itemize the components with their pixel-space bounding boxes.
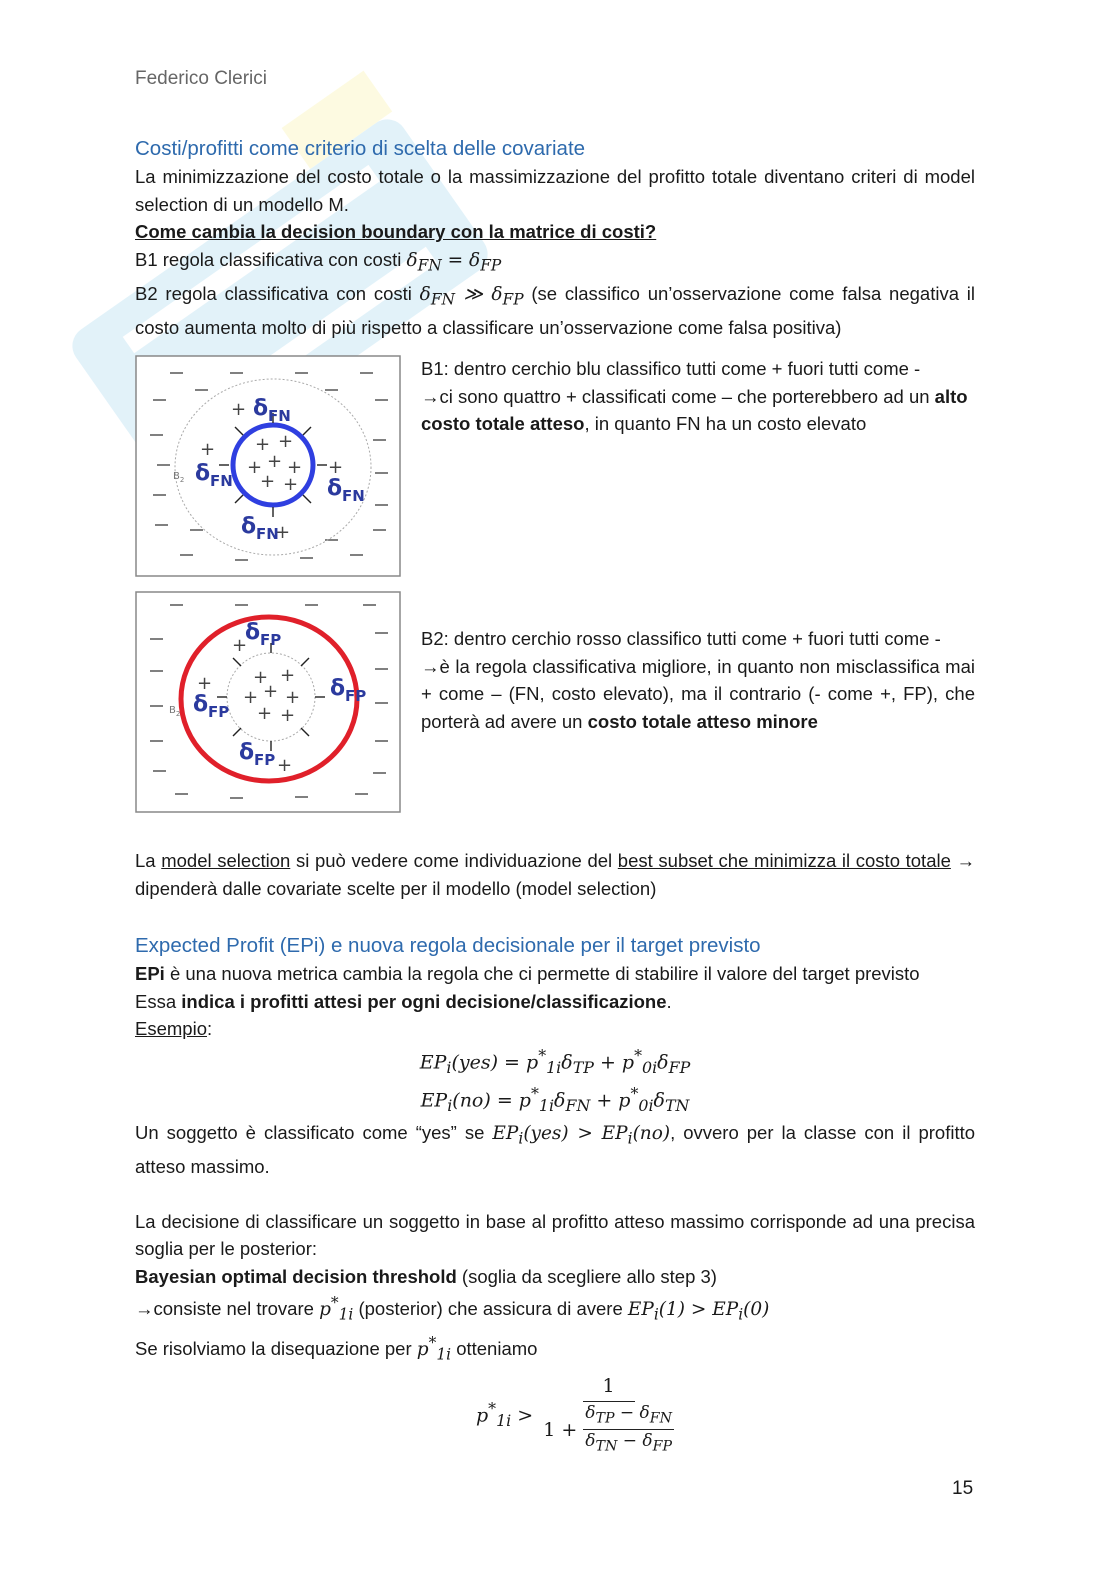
svg-text:+: + [260, 471, 276, 493]
p4-rest: (soglia da scegliere allo step 3) [461, 1265, 717, 1287]
final-inequality [175, 1373, 975, 1458]
page-number: 15 [952, 1478, 974, 1499]
rule-a: Un soggetto è classificato come “yes” se [135, 1122, 485, 1144]
figure-row-b2 [135, 591, 975, 813]
svg-text:+: + [197, 673, 213, 695]
svg-text:+: + [267, 451, 283, 473]
fig2-fp-right: FP [345, 687, 367, 706]
rule-math: $EP_i(yes) > EP_i(no)$ [492, 1123, 671, 1148]
svg-text:+: + [232, 635, 248, 657]
final-numerator: 1 [583, 1373, 635, 1402]
inner-fraction [583, 1402, 674, 1458]
b1-caption-a: ci sono quattro + classificati come – che porterebbero ad un [439, 385, 930, 407]
rule-b: , ovvero per la classe con il profitto atteso massimo. [135, 1122, 976, 1178]
svg-text:+: + [285, 687, 301, 709]
figure-b2 [135, 591, 401, 813]
fig1-b-label: $B_2$ [173, 471, 185, 485]
figure-b1-caption [421, 355, 975, 438]
p2-bold: indica i profitti attesi per ogni decisione/classificazione [181, 990, 667, 1012]
fig1-delta-right: δ [327, 476, 343, 502]
p4-bold: Bayesian optimal decision threshold [135, 1265, 457, 1287]
svg-text:+: + [257, 703, 273, 725]
b1-caption-line1: B1: dentro cerchio blu classifico tutti come + fuori tutti come - [421, 358, 921, 380]
ms-a: La [135, 850, 156, 872]
b2-suffix: (se classifico un’osservazione come falsa negativa il costo aumenta molto di più rispetto a classificare un’osservazione come falsa positiva) [135, 282, 975, 338]
example-label: Esempio: [135, 1018, 213, 1040]
p2-a: Essa [135, 990, 177, 1012]
fig2-delta-top: δ [245, 620, 261, 646]
figure-b1 [135, 355, 401, 577]
formula-ep-yes: $EP_i(yes) = p^*_{1i}\delta_{TP} + p^*_{0i}\delta_{FP}$ [419, 1045, 691, 1077]
fig2-fp-bottom: FP [254, 751, 276, 770]
svg-text:+: + [287, 457, 303, 479]
svg-text:+: + [328, 457, 344, 479]
ms-underline-2: best subset che minimizza il costo totale [617, 850, 951, 872]
epi-definition [135, 960, 975, 988]
solve-paragraph [135, 1330, 975, 1369]
svg-text:+: + [278, 431, 294, 453]
section-title-expected-profit: Expected Profit (EPi) e nuova regola decisionale per il target previsto [135, 934, 761, 958]
figure-b2-caption [421, 625, 975, 735]
threshold-paragraph: La decisione di classificare un soggetto in base al profitto atteso massimo corrisponde ad una precisa soglia per le posterior: [135, 1210, 975, 1260]
ms-c: dipenderà dalle covariate scelte per il modello (model selection) [135, 877, 657, 899]
svg-text:+: + [263, 681, 279, 703]
svg-text:+: + [277, 755, 293, 777]
svg-text:+: + [275, 522, 291, 544]
p5-b: (posterior) che assicura di avere [358, 1298, 623, 1320]
model-selection-paragraph: La model selection si può vedere come individuazione del best subset che minimizza il costo totale → dipenderà dalle covariate scelte per il modello (model selection) [135, 850, 976, 899]
epi-indicates [135, 988, 975, 1016]
p5-a: consiste nel trovare [153, 1298, 314, 1320]
b2-math: $\delta_{FN}$ ≫ $\delta_{FP}$ [419, 283, 524, 309]
svg-text:+: + [253, 667, 269, 689]
b2-caption-line2: →è la regola classificativa migliore, in quanto non misclassifica mai + come – (FN, costo elevato), ma il contrario (- come +, FP), che porterà ad avere un costo totale atteso minore [421, 655, 975, 732]
fig2-fp-left: FP [208, 703, 230, 722]
question-heading [135, 218, 975, 246]
b1-prefix: B1 regola classificativa con costi [135, 248, 402, 270]
fig1-fn-right: FN [342, 487, 365, 506]
formula-ep-no: $EP_i(no) = p^*_{1i}\delta_{FN} + p^*_{0i}\delta_{TN}$ [420, 1084, 690, 1116]
b2-rule [135, 280, 975, 342]
inner-numerator: $\delta_{TP} - \delta_{FN}$ [583, 1402, 674, 1430]
section-title-costs: Costi/profitti come criterio di scelta delle covariate [135, 137, 586, 160]
fig2-delta-left: δ [193, 692, 209, 718]
p6-a: Se risolviamo la disequazione per [135, 1337, 412, 1359]
diagram-red-circle [135, 591, 401, 813]
svg-text:+: + [280, 705, 296, 727]
b1-rule [135, 246, 975, 280]
ms-b: si può vedere come individuazione del [295, 850, 613, 872]
p5-math2: $EP_i(1) > EP_i(0)$ [627, 1299, 770, 1325]
fig2-delta-right: δ [330, 676, 346, 702]
epi-rest: è una nuova metrica cambia la regola che ci permette di stabilire il valore del target previsto [169, 963, 920, 985]
author-header: Federico Clerici [135, 68, 267, 89]
intro-paragraph: La minimizzazione del costo totale o la massimizzazione del profitto totale diventano criteri di model selection di un modello M. [135, 166, 975, 215]
consists-paragraph: →consiste nel trovare $p^*_{1i}$ (posterior) che assicura di avere $EP_i(1) > EP_i(0)$ [135, 1294, 770, 1325]
epi-bold: EPi [135, 963, 165, 985]
p6-b: otteniamo [456, 1337, 538, 1359]
b2-caption-bold: costo totale atteso minore [587, 710, 818, 732]
fig1-delta-left: δ [195, 461, 211, 487]
fig1-fn-left: FN [210, 472, 233, 491]
example-text: Esempio [135, 1018, 207, 1040]
b2-caption-line1: B2: dentro cerchio rosso classifico tutti come + fuori tutti come - [421, 628, 941, 650]
b1-caption-line2: →ci sono quattro + classificati come – che porterebbero ad un alto costo totale atteso, in quanto FN ha un costo elevato [421, 385, 968, 435]
p5-math: $p^*_{1i}$ [319, 1294, 354, 1325]
svg-text:+: + [243, 687, 259, 709]
b1-caption-bold: alto costo totale atteso [421, 385, 968, 435]
ms-underline-1: model selection [161, 850, 291, 872]
fig1-delta-top: δ [253, 396, 269, 422]
fig1-fn-bottom: FN [256, 525, 279, 544]
main-content [135, 135, 975, 1458]
final-lhs: $p^*_{1i}$ > [476, 1399, 534, 1431]
inner-denominator: $\delta_{TN} - \delta_{FP}$ [585, 1431, 672, 1455]
p6-math: $p^*_{1i}$ [416, 1333, 452, 1364]
svg-text:+: + [283, 474, 299, 496]
svg-text:+: + [255, 434, 271, 456]
b1-caption-b: , in quanto FN ha un costo elevato [584, 413, 867, 435]
svg-text:+: + [200, 439, 216, 461]
fig1-delta-bottom: δ [241, 514, 257, 540]
fig2-b-label: $B_2$ [169, 705, 181, 719]
svg-text:+: + [231, 399, 247, 421]
final-den-one: 1 + [543, 1418, 578, 1441]
fig1-fn-top: FN [268, 407, 291, 426]
p2-b: . [666, 990, 672, 1012]
classification-rule [135, 1119, 975, 1181]
fig2-delta-bottom: δ [239, 740, 255, 766]
diagram-blue-circle [135, 355, 401, 577]
question-text: Come cambia la decision boundary con la matrice di costi? [135, 221, 657, 242]
figure-row-b1 [135, 355, 975, 577]
fig2-fp-top: FP [260, 631, 282, 650]
final-fraction [543, 1373, 674, 1458]
bayesian-threshold [135, 1263, 975, 1291]
b2-caption-a: è la regola classificativa migliore, in quanto non misclassifica mai + come – (FN, costo elevato), ma il contrario (- come +, FP), che porterà ad avere un [421, 655, 975, 732]
final-denominator [543, 1402, 674, 1458]
b1-math: $\delta_{FN} = \delta_{FP}$ [406, 249, 502, 275]
svg-text:+: + [280, 665, 296, 687]
svg-text:+: + [247, 457, 263, 479]
b2-prefix: B2 regola classificativa con costi [135, 282, 412, 304]
